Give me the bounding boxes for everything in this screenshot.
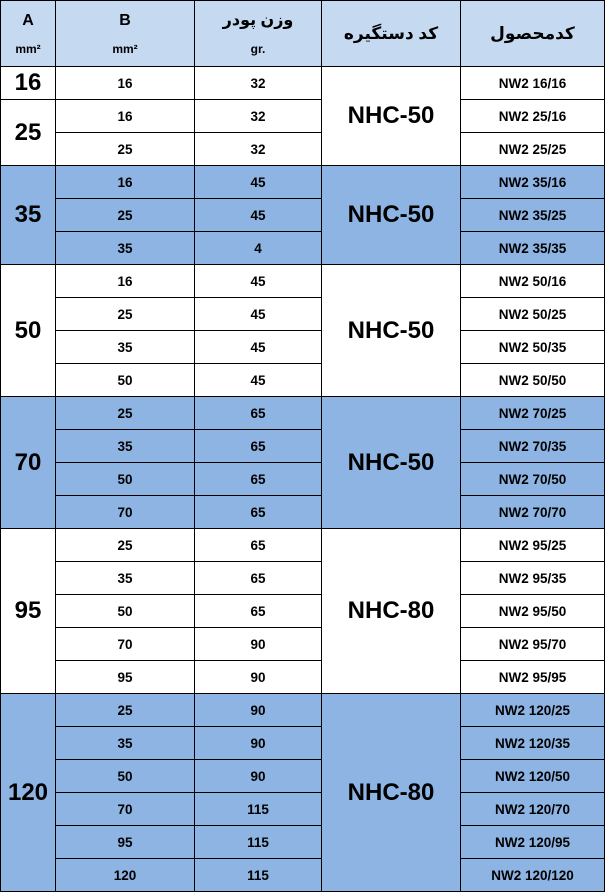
cell-handle-code: NHC-80	[322, 694, 461, 892]
cell-handle-code: NHC-80	[322, 529, 461, 694]
cell-product-code: NW2 16/16	[461, 67, 605, 100]
cell-weight-value: 65	[195, 595, 322, 628]
header-a	[1, 1, 56, 67]
cell-weight-value: 32	[195, 133, 322, 166]
cell-product-code: NW2 120/50	[461, 760, 605, 793]
cell-weight-value: 65	[195, 430, 322, 463]
header-b-unit: mm²	[112, 41, 138, 56]
cell-weight-value: 65	[195, 397, 322, 430]
cell-b-value: 16	[56, 67, 195, 100]
cell-weight-value: 4	[195, 232, 322, 265]
table-row	[1, 331, 605, 364]
cell-weight-value: 45	[195, 199, 322, 232]
table-row	[1, 859, 605, 892]
cell-b-value: 25	[56, 397, 195, 430]
cell-weight-value: 90	[195, 760, 322, 793]
cell-b-value: 95	[56, 826, 195, 859]
cell-product-code: NW2 95/50	[461, 595, 605, 628]
header-weight-unit: gr.	[250, 41, 266, 56]
table-row	[1, 463, 605, 496]
cell-weight-value: 45	[195, 298, 322, 331]
cell-handle-code: NHC-50	[322, 166, 461, 265]
header-b	[56, 1, 195, 67]
cell-b-value: 50	[56, 595, 195, 628]
cell-product-code: NW2 70/35	[461, 430, 605, 463]
cell-weight-value: 90	[195, 661, 322, 694]
cell-product-code: NW2 70/70	[461, 496, 605, 529]
cell-handle-code: NHC-50	[322, 397, 461, 529]
cell-a-value: 95	[1, 529, 56, 694]
header-weight	[195, 1, 322, 67]
cell-b-value: 25	[56, 133, 195, 166]
cell-weight-value: 45	[195, 364, 322, 397]
table-row	[1, 133, 605, 166]
cell-product-code: NW2 50/16	[461, 265, 605, 298]
header-b-title: B	[119, 11, 131, 29]
cell-b-value: 70	[56, 628, 195, 661]
table-row	[1, 562, 605, 595]
table-row	[1, 727, 605, 760]
cell-product-code: NW2 95/70	[461, 628, 605, 661]
cell-a-value: 50	[1, 265, 56, 397]
header-handle-code: کد دستگیره	[322, 1, 461, 67]
header-row	[1, 1, 605, 67]
cell-handle-code: NHC-50	[322, 67, 461, 166]
table-row	[1, 364, 605, 397]
header-a-title: A	[22, 11, 34, 29]
cell-a-value: 35	[1, 166, 56, 265]
cell-product-code: NW2 25/25	[461, 133, 605, 166]
cell-b-value: 70	[56, 496, 195, 529]
table-row	[1, 430, 605, 463]
table-row	[1, 265, 605, 298]
cell-product-code: NW2 70/25	[461, 397, 605, 430]
cell-b-value: 35	[56, 430, 195, 463]
cell-product-code: NW2 120/120	[461, 859, 605, 892]
cell-a-value: 16	[1, 67, 56, 100]
cell-weight-value: 65	[195, 562, 322, 595]
table-row	[1, 496, 605, 529]
table-row	[1, 529, 605, 562]
table-row	[1, 199, 605, 232]
table-row	[1, 694, 605, 727]
cell-weight-value: 90	[195, 694, 322, 727]
cell-product-code: NW2 35/35	[461, 232, 605, 265]
cell-weight-value: 115	[195, 859, 322, 892]
cell-b-value: 70	[56, 793, 195, 826]
table-row	[1, 661, 605, 694]
cell-weight-value: 65	[195, 529, 322, 562]
header-a-unit: mm²	[15, 41, 41, 56]
cell-b-value: 50	[56, 364, 195, 397]
cell-b-value: 50	[56, 463, 195, 496]
cell-product-code: NW2 95/95	[461, 661, 605, 694]
cell-product-code: NW2 95/25	[461, 529, 605, 562]
cell-a-value: 70	[1, 397, 56, 529]
cell-product-code: NW2 35/25	[461, 199, 605, 232]
cell-b-value: 35	[56, 232, 195, 265]
cell-product-code: NW2 25/16	[461, 100, 605, 133]
cell-handle-code: NHC-50	[322, 265, 461, 397]
table-row	[1, 298, 605, 331]
cell-b-value: 35	[56, 727, 195, 760]
table-row	[1, 628, 605, 661]
cell-product-code: NW2 120/35	[461, 727, 605, 760]
table-row	[1, 166, 605, 199]
cell-weight-value: 45	[195, 166, 322, 199]
cell-product-code: NW2 70/50	[461, 463, 605, 496]
cell-a-value: 120	[1, 694, 56, 892]
cell-weight-value: 90	[195, 628, 322, 661]
cell-b-value: 35	[56, 331, 195, 364]
cell-weight-value: 65	[195, 496, 322, 529]
cell-product-code: NW2 120/95	[461, 826, 605, 859]
cell-product-code: NW2 120/70	[461, 793, 605, 826]
cell-b-value: 25	[56, 298, 195, 331]
cell-b-value: 16	[56, 100, 195, 133]
cell-weight-value: 65	[195, 463, 322, 496]
cell-weight-value: 32	[195, 100, 322, 133]
cell-b-value: 25	[56, 694, 195, 727]
cell-product-code: NW2 50/25	[461, 298, 605, 331]
cell-weight-value: 115	[195, 793, 322, 826]
cell-product-code: NW2 50/50	[461, 364, 605, 397]
table-body	[1, 67, 605, 892]
cell-b-value: 16	[56, 265, 195, 298]
cell-weight-value: 45	[195, 265, 322, 298]
cell-weight-value: 115	[195, 826, 322, 859]
cell-product-code: NW2 35/16	[461, 166, 605, 199]
header-product-code: کدمحصول	[461, 1, 605, 67]
cell-a-value: 25	[1, 100, 56, 166]
table-row	[1, 397, 605, 430]
table-row	[1, 793, 605, 826]
table-row	[1, 67, 605, 100]
cell-b-value: 25	[56, 199, 195, 232]
cell-weight-value: 90	[195, 727, 322, 760]
cell-b-value: 50	[56, 760, 195, 793]
cell-b-value: 16	[56, 166, 195, 199]
table-row	[1, 826, 605, 859]
cell-product-code: NW2 120/25	[461, 694, 605, 727]
cell-product-code: NW2 95/35	[461, 562, 605, 595]
table-row	[1, 760, 605, 793]
table-row	[1, 232, 605, 265]
cell-b-value: 95	[56, 661, 195, 694]
table-row	[1, 595, 605, 628]
cell-product-code: NW2 50/35	[461, 331, 605, 364]
cell-b-value: 35	[56, 562, 195, 595]
cell-weight-value: 32	[195, 67, 322, 100]
cell-weight-value: 45	[195, 331, 322, 364]
table-row	[1, 100, 605, 133]
header-weight-title: وزن پودر	[222, 11, 294, 29]
cell-b-value: 25	[56, 529, 195, 562]
cell-b-value: 120	[56, 859, 195, 892]
